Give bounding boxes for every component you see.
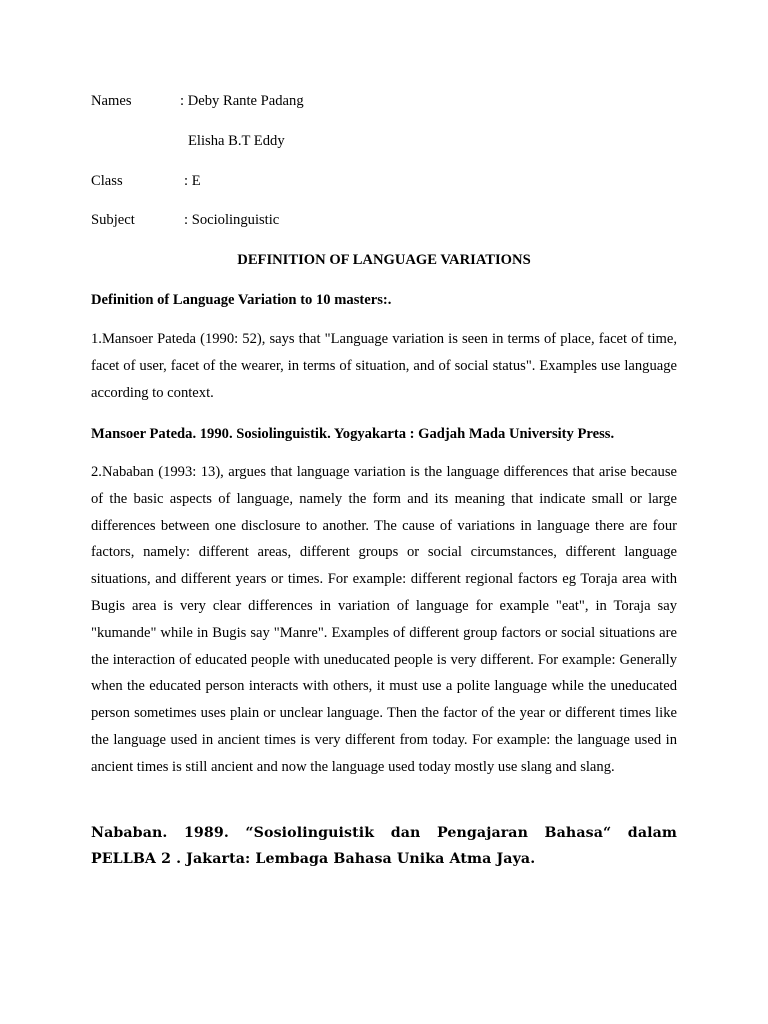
document-subtitle: Definition of Language Variation to 10 masters:. xyxy=(91,292,392,308)
names-value-1: : Deby Rante Padang xyxy=(180,93,304,109)
class-label: Class xyxy=(91,173,123,189)
names-label: Names xyxy=(91,93,132,109)
class-value: : E xyxy=(184,173,201,189)
subject-label: Subject xyxy=(91,212,135,228)
subject-value: : Sociolinguistic xyxy=(184,212,280,228)
paragraph-2: 2.Nababan (1993: 13), argues that language variation is the language differences that arise because of the basic aspects of language, namely the form and its meaning that indicate small or large differences between one disclosure to another. The cause of variations in language there are four factors, namely: different areas, different groups or social circumstances, different language situations, and different years or times. For example: different regional factors eg Toraja area with Bugis area is very clear differences in variation of language for example "eat", in Toraja say "kumande" while in Bugis say "Manre". Examples of different group factors or social situations are the interaction of educated people with uneducated people is very different. For example: Generally when the educated person interacts with others, it must use a polite language while the uneducated person sometimes uses plain or unclear language. Then the factor of the year or different times like the language used in ancient times is very different from today. For example: the language used in ancient times is still ancient and now the language used today mostly use slang and slang. xyxy=(91,464,677,775)
names-value-2: Elisha B.T Eddy xyxy=(188,133,285,149)
reference-1: Mansoer Pateda. 1990. Sosiolinguistik. Yogyakarta : Gadjah Mada University Press. xyxy=(91,426,615,442)
reference-2: Nababan. 1989. “Sosiolinguistik dan Pengajaran Bahasa“ dalam PELLBA 2 . Jakarta: Lembaga Bahasa Unika Atma Jaya. xyxy=(91,825,677,867)
paragraph-1: 1.Mansoer Pateda (1990: 52), says that "Language variation is seen in terms of place, facet of time, facet of user, facet of the wearer, in terms of situation, and of social status". Examples use language according to context. xyxy=(91,331,677,401)
document-title: DEFINITION OF LANGUAGE VARIATIONS xyxy=(237,252,531,268)
